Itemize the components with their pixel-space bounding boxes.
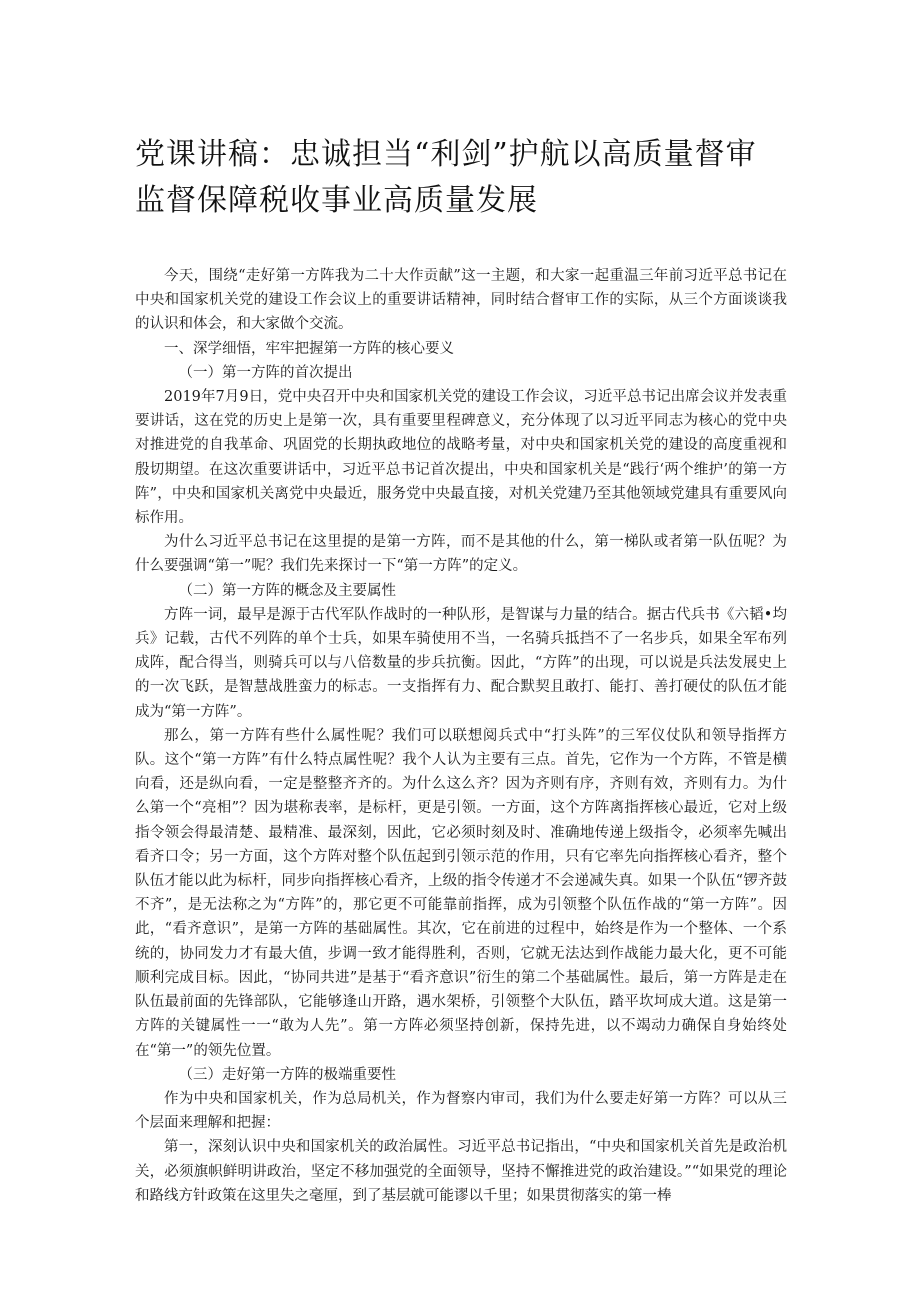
subsection-heading: （一）第一方阵的首次提出 — [178, 364, 353, 381]
body-paragraph: 方阵一词，最早是源于古代军队作战时的一种队形，是智谋与力量的结合。据古代兵书《六韬•均兵》记载，古代不列阵的单个士兵，如果车骑使用不当，一名骑兵抵挡不了一名步兵，如果全军布列成阵，配合得当，则骑兵可以与八倍数量的步兵抗衡。因此，“方阵”的出现，可以说是兵法发展史上的一次飞跃，是智慧战胜蛮力的标志。一支指挥有力、配合默契且敢打、能打、善打硬仗的队伍才能成为“第一方阵”。 — [135, 606, 787, 720]
document-title: 党课讲稿：忠诚担当“利剑”护航以高质量督审监督保障税收事业高质量发展 — [135, 137, 757, 218]
subsection-heading: （三）走好第一方阵的极端重要性 — [178, 1066, 396, 1083]
body-paragraph: 为什么习近平总书记在这里提的是第一方阵，而不是其他的什么，第一梯队或者第一队伍呢？为什么要强调“第一”呢？我们先来探讨一下“第一方阵”的定义。 — [135, 534, 787, 575]
body-paragraph: 今天，围绕“走好第一方阵我为二十大作贡献”这一主题，和大家一起重温三年前习近平总书记在中央和国家机关党的建设工作会议上的重要讲话精神，同时结合督审工作的实际，从三个方面谈谈我的认识和体会，和大家做个交流。 — [135, 268, 787, 333]
body-paragraph: 2019年7月9日，党中央召开中央和国家机关党的建设工作会议，习近平总书记出席会议并发表重要讲话，这在党的历史上是第一次，具有重要里程碑意义，充分体现了以习近平同志为核心的党中央对推进党的自我革命、巩固党的长期执政地位的战略考量，对中央和国家机关党的建设的高度重视和殷切期望。在这次重要讲话中，习近平总书记首次提出，中央和国家机关是“践行‘两个维护’的第一方阵”，中央和国家机关离党中央最近，服务党中央最直接，对机关党建乃至其他领域党建具有重要风向标作用。 — [135, 389, 787, 527]
body-paragraph: 那么，第一方阵有些什么属性呢？我们可以联想阅兵式中“打头阵”的三军仪仗队和领导指挥方队。这个“第一方阵”有什么特点属性呢？我个人认为主要有三点。首先，它作为一个方阵，不管是横向看，还是纵向看，一定是整整齐齐的。为什么这么齐？因为齐则有序，齐则有效，齐则有力。为什么第一个“亮相”？因为堪称表率，是标杆，更是引领。一方面，这个方阵离指挥核心最近，它对上级指令领会得最清楚、最精准、最深刻，因此，它必须时刻及时、准确地传递上级指令，必须率先喊出看齐口令；另一方面，这个方阵对整个队伍起到引领示范的作用，只有它率先向指挥核心看齐，整个队伍才能以此为标杆，同步向指挥核心看齐，上级的指令传递才不会递减失真。如果一个队伍“锣齐鼓不齐”，是无法称之为“方阵”的，那它更不可能靠前指挥，成为引领整个队伍作战的“第一方阵”。因此，“看齐意识”，是第一方阵的基础属性。其次，它在前进的过程中，始终是作为一个整体、一个系统的，协同发力才有最大值，步调一致才能得胜利，否则，它就无法达到作战能力最大化，更不可能顺利完成目标。因此，“协同共进”是基于“看齐意识”衍生的第二个基础属性。最后，第一方阵是走在队伍最前面的先锋部队，它能够逢山开路，遇水架桥，引领整个大队伍，踏平坎坷成大道。这是第一方阵的关键属性一一“敢为人先”。第一方阵必须坚持创新，保持先进，以不竭动力确保自身始终处在“第一”的领先位置。 — [135, 727, 787, 1059]
body-paragraph: 作为中央和国家机关，作为总局机关，作为督察内审司，我们为什么要走好第一方阵？可以从三个层面来理解和把握： — [135, 1090, 787, 1132]
section-heading: 一、深学细悟，牢牢把握第一方阵的核心要义 — [164, 340, 454, 357]
subsection-heading: （二）第一方阵的概念及主要属性 — [178, 582, 396, 599]
document-body — [135, 264, 787, 1208]
document-page — [135, 132, 787, 1208]
body-paragraph: 第一，深刻认识中央和国家机关的政治属性。习近平总书记指出，“中央和国家机关首先是政治机关，必须旗帜鲜明讲政治，坚定不移加强党的全面领导，坚持不懈推进党的政治建设。”“如果党的理论和路线方针政策在这里失之毫厘，到了基层就可能谬以千里；如果贯彻落实的第一棒 — [135, 1139, 787, 1204]
